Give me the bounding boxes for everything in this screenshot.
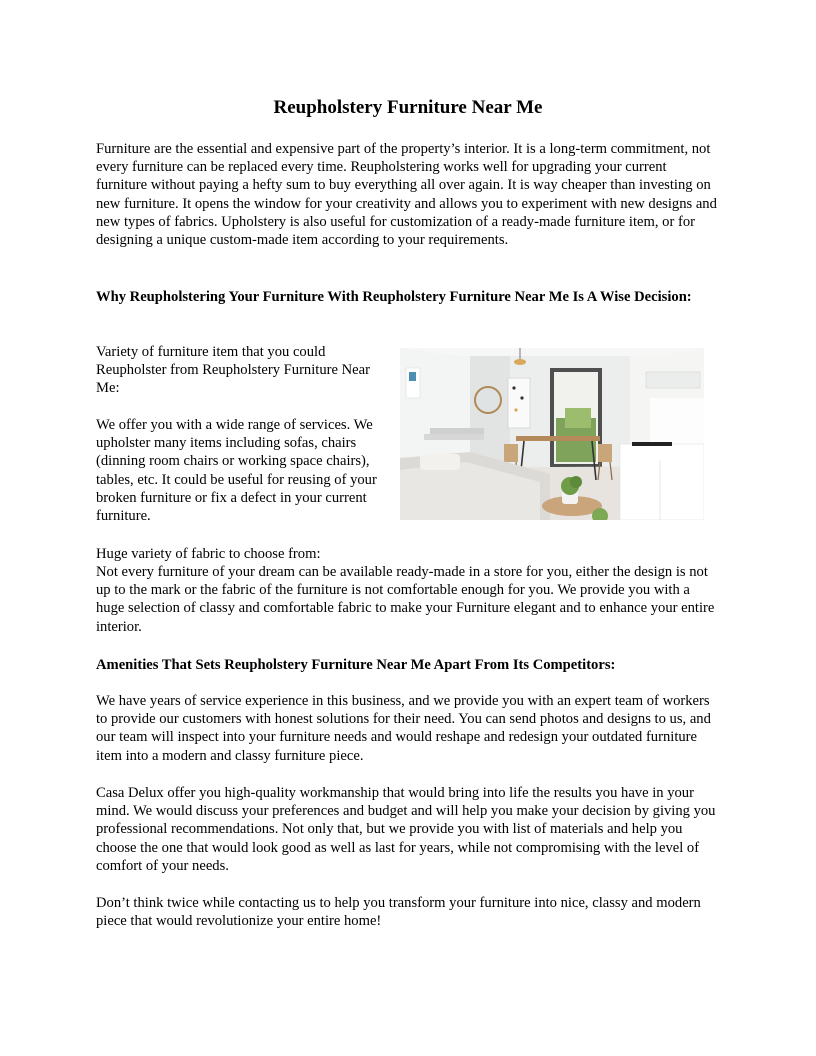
fabric-heading: Huge variety of fabric to choose from: (96, 546, 321, 562)
interior-photo (400, 348, 704, 520)
intro-paragraph: Furniture are the essential and expensive part of the property’s interior. It is a long-term commitment, not every furniture can be replaced every time. Reupholstering works well for upgrading your current furniture without paying a hefty sum to buy everything all over again. It is way cheaper than investing on new furniture. It opens the window for your creativity and allows you to experiment with new designs and new types of fabrics. Upholstery is also useful for customization of a ready-made furniture item, or for designing a unique custom-made item according to your requirements. (96, 141, 717, 249)
page-title: Reupholstery Furniture Near Me (273, 97, 543, 118)
experience-paragraph: We have years of service experience in this business, and we provide you with an expert team of workers to provide our customers with honest solutions for their need. You can send photos and designs to us, and our team will inspect into your furniture needs and would reshape and redesign your outdated furniture item into a modern and classy furniture piece. (96, 693, 711, 764)
services-paragraph: We offer you with a wide range of services. We upholster many items including sofas, chairs (dinning room chairs or working space chairs), tables, etc. It could be useful for reusing of your broken furniture or fix a defect in your current furniture. (96, 417, 377, 525)
fabric-paragraph: Not every furniture of your dream can be available ready-made in a store for you, either the design is not up to the mark or the fabric of the furniture is not comfortable enough for you. We provide you with a huge selection of classy and comfortable fabric to make your Furniture elegant and to enhance your entire interior. (96, 564, 715, 635)
casa-delux-paragraph: Casa Delux offer you high-quality workmanship that would bring into life the results you have in your mind. We would discuss your preferences and budget and will help you make your decision by giving you professional recommendations. Not only that, but we provide you with list of materials and help you choose the one that would look good as well as last for years, while not compromising with the level of comfort of your needs. (96, 785, 716, 874)
section-heading-amenities: Amenities That Sets Reupholstery Furniture Near Me Apart From Its Competitors: (96, 657, 616, 673)
closing-paragraph: Don’t think twice while contacting us to help you transform your furniture into nice, classy and modern piece that would revolutionize your entire home! (96, 895, 701, 930)
variety-intro-paragraph: Variety of furniture item that you could Reupholster from Reupholstery Furniture Near Me: (96, 344, 370, 397)
section-heading-why: Why Reupholstering Your Furniture With Reupholstery Furniture Near Me Is A Wise Decision: (96, 289, 692, 305)
